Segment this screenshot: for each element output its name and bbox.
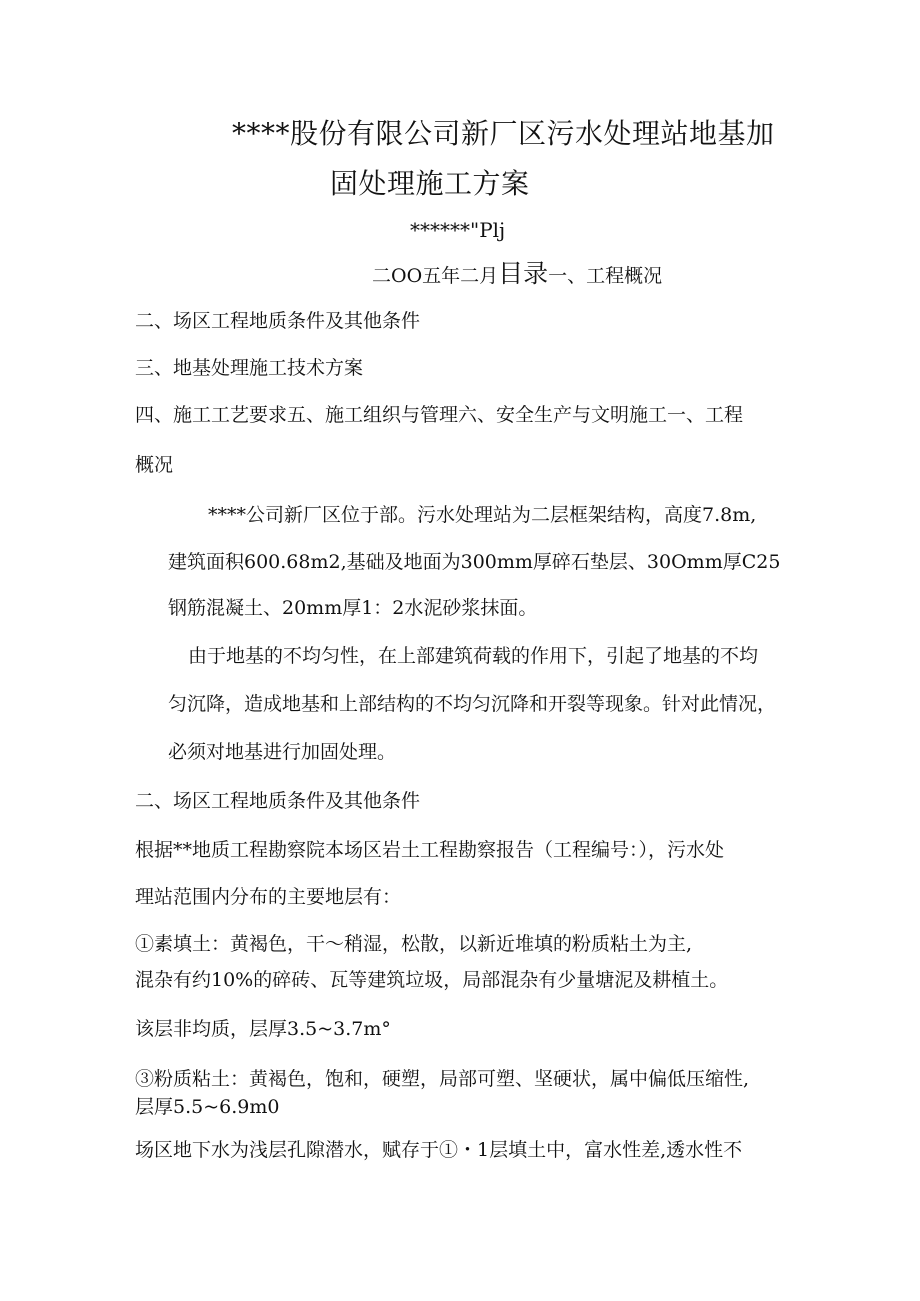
paragraph-4-line-1: 场区地下水为浅层孔隙潜水，赋存于①・1层填土中，富水性差,透水性不 [135, 1139, 743, 1161]
layer-1-line-1: ①素填土：黄褐色，干～稍湿，松散，以新近堆填的粉质粘土为主, [135, 933, 693, 955]
document-title-line-1: ****股份有限公司新厂区污水处理站地基加 [232, 117, 775, 150]
author-line: ******"Plj [410, 218, 506, 242]
layer-3-line-2: 层厚5.5~6.9m0 [135, 1096, 280, 1118]
layer-1-line-2: 混杂有约10%的碎砖、瓦等建筑垃圾，局部混杂有少量塘泥及耕植土。 [135, 969, 729, 991]
paragraph-1-line-2: 建筑面积600.68m2,基础及地面为300mm厚碎石垫层、30Omm厚C25 [168, 551, 781, 573]
toc-first-line [372, 259, 662, 289]
paragraph-2-line-1: 由于地基的不均匀性，在上部建筑荷载的作用下，引起了地基的不均 [188, 645, 759, 667]
toc-item-3: 三、地基处理施工技术方案 [135, 357, 364, 379]
layer-3-line-1: ③粉质粘土：黄褐色，饱和，硬塑，局部可塑、坚硬状，属中偏低压缩性, [135, 1068, 750, 1090]
toc-item-1: 一、工程概况 [548, 265, 663, 287]
toc-item-4-line-2: 概况 [135, 454, 174, 476]
toc-item-4-line-1: 四、施工工艺要求五、施工组织与管理六、安全生产与文明施工一、工程 [135, 404, 744, 426]
document-title-line-2: 固处理施工方案 [330, 167, 530, 200]
paragraph-2-line-3: 必须对地基进行加固处理。 [168, 741, 397, 763]
paragraph-2-line-2: 匀沉降，造成地基和上部结构的不均匀沉降和开裂等现象。针对此情况， [168, 693, 777, 715]
toc-item-2: 二、场区工程地质条件及其他条件 [135, 310, 421, 332]
layer-1-line-3: 该层非均质，层厚3.5~3.7m° [135, 1018, 391, 1040]
document-date: 二OO五年二月 [372, 265, 499, 287]
paragraph-1-line-1: ****公司新厂区位于部。污水处理站为二层框架结构，高度7.8m, [208, 504, 757, 526]
paragraph-3-line-2: 理站范围内分布的主要地层有： [135, 886, 402, 908]
toc-heading: 目录 [498, 259, 549, 288]
paragraph-3-line-1: 根据**地质工程勘察院本场区岩土工程勘察报告（工程编号：），污水处 [135, 839, 725, 861]
section-2-heading: 二、场区工程地质条件及其他条件 [135, 790, 421, 812]
paragraph-1-line-3: 钢筋混凝土、20mm厚1：2水泥砂浆抹面。 [168, 597, 538, 619]
